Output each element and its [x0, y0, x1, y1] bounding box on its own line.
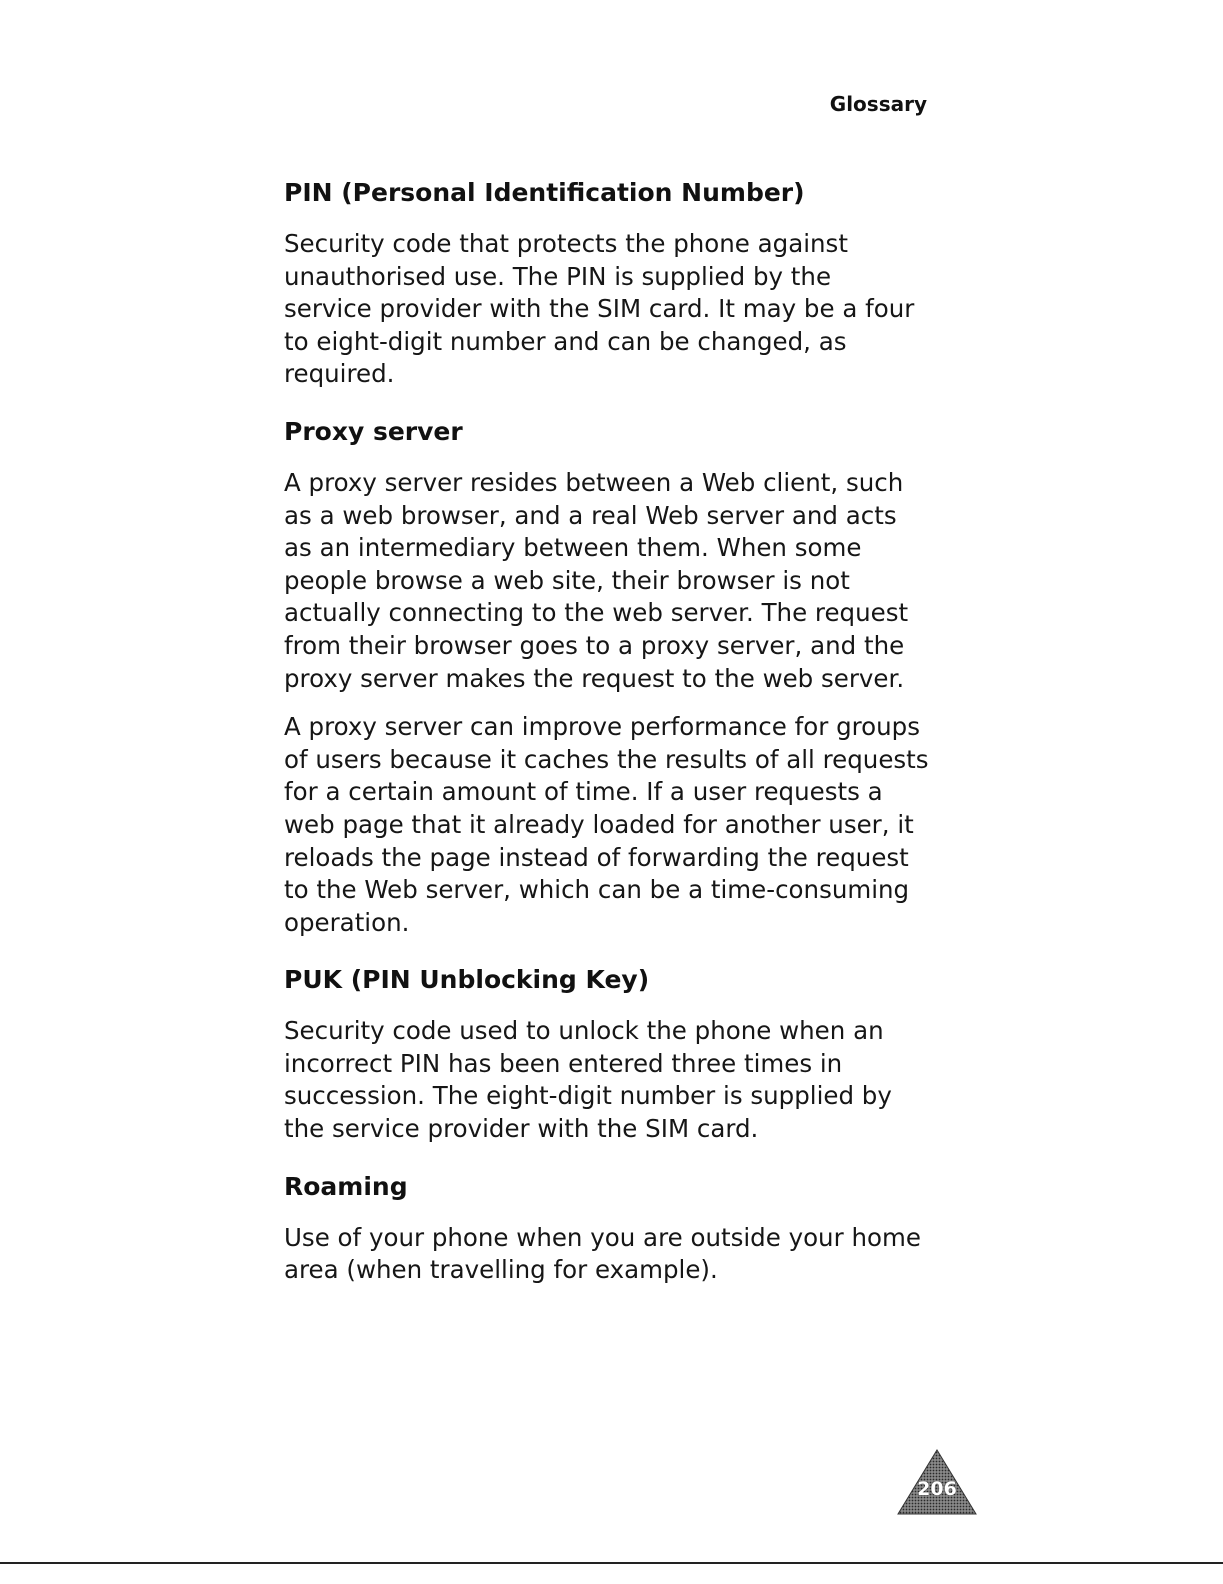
definition-line: area (when travelling for example). [284, 1255, 718, 1285]
definition-line: as an intermediary between them. When some [284, 533, 862, 563]
definition-line: Security code that protects the phone against [284, 229, 848, 258]
definition-line: of users because it caches the results of all requests [284, 744, 929, 774]
definition-line: proxy server makes the request to the web server. [284, 663, 905, 693]
definition-line: Use of your phone when you are outside your home [284, 1222, 921, 1252]
glossary-definition [284, 711, 944, 939]
glossary-entry [284, 1170, 944, 1287]
definition-line: required. [284, 359, 395, 389]
bottom-divider [0, 1562, 1223, 1564]
page-number: 206 [917, 1478, 957, 1500]
definition-line: actually connecting to the web server. The request [284, 598, 909, 628]
glossary-definition [284, 1015, 944, 1145]
glossary-definition [284, 1222, 944, 1287]
definition-line: as a web browser, and a real Web server and acts [284, 500, 897, 530]
section-title: Glossary [829, 92, 927, 116]
page-number-badge [896, 1448, 978, 1516]
definition-line: the service provider with the SIM card. [284, 1114, 759, 1144]
definition-line: reloads the page instead of forwarding the request [284, 842, 909, 872]
glossary-definition [284, 228, 944, 391]
definition-line: for a certain amount of time. If a user requests a [284, 777, 883, 807]
definition-line: succession. The eight-digit number is supplied by [284, 1081, 892, 1111]
definition-line: to eight-digit number and can be changed, as [284, 326, 847, 356]
definition-line: web page that it already loaded for another user, it [284, 809, 914, 839]
glossary-term: PIN (Personal Identification Number) [284, 178, 805, 207]
glossary-entry [284, 963, 944, 1145]
definition-line: Security code used to unlock the phone when an [284, 1016, 884, 1046]
definition-line: to the Web server, which can be a time-consuming [284, 875, 910, 905]
glossary-term: Roaming [284, 1171, 408, 1201]
glossary-content [284, 176, 944, 1311]
glossary-definition [284, 467, 944, 695]
definition-line: people browse a web site, their browser is not [284, 565, 850, 595]
glossary-term: PUK (PIN Unblocking Key) [284, 965, 650, 995]
definition-line: from their browser goes to a proxy server, and the [284, 630, 905, 660]
definition-line: unauthorised use. The PIN is supplied by the [284, 261, 832, 291]
definition-line: incorrect PIN has been entered three times in [284, 1048, 843, 1078]
definition-line: A proxy server can improve performance for groups [284, 712, 920, 742]
glossary-entry [284, 415, 944, 939]
glossary-term: Proxy server [284, 416, 463, 446]
definition-line: operation. [284, 907, 410, 937]
glossary-entry [284, 176, 944, 391]
definition-line: service provider with the SIM card. It may be a four [284, 294, 915, 324]
definition-line: A proxy server resides between a Web client, such [284, 467, 904, 497]
